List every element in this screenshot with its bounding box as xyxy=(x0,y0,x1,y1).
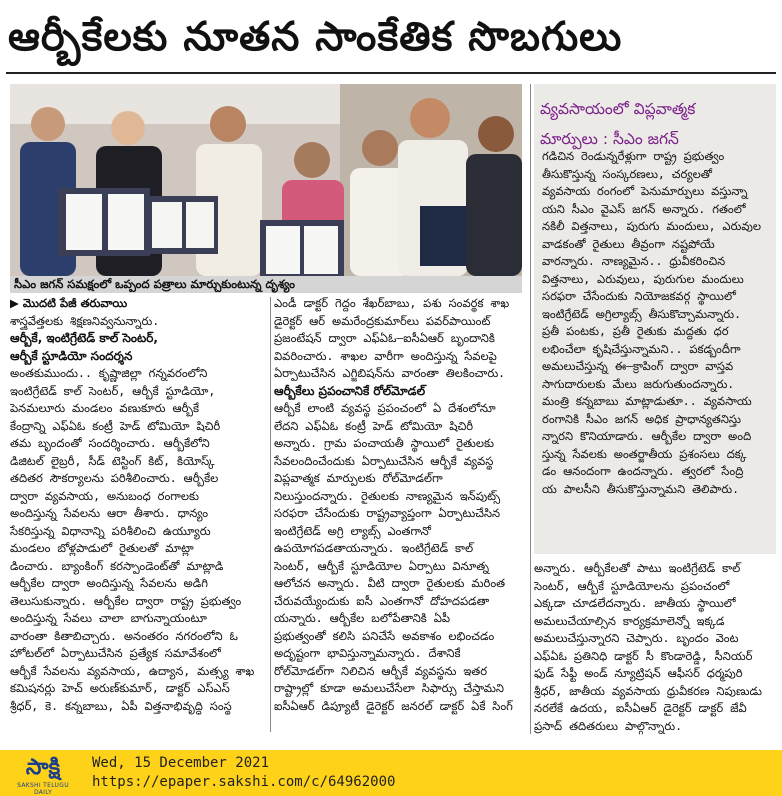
subheading: ఆర్బీకే స్టూడియో సందర్శన xyxy=(10,348,133,363)
text-line: యని సీఎం వైఎస్ జగన్ అన్నారు. గతంలో xyxy=(542,201,746,216)
text-line: అందిస్తున్న సేవలు చాలా బాగున్నాయంటూ xyxy=(10,611,207,625)
text-line: సేకరిస్తున్న విధానాన్ని పరిశీలించి ఉయ్యూరు xyxy=(10,523,211,538)
text-line: శ్రీధర్, జాతీయ వ్యవసాయ ధ్రువీకరణ నిపుణుడు xyxy=(534,683,762,698)
article-column-1 xyxy=(10,295,268,735)
text-line: న్నారని కొనియాడారు. ఆర్బీకేల ద్వారా అంది xyxy=(542,429,752,443)
text-line: ఏర్పాటుచేసిన ఎగ్జిబిషన్‌ను వారంతా తిలకించారు. xyxy=(274,366,506,380)
text-line: సెంటర్, ఆర్బీకే స్టూడియోలను ప్రపంచంలో xyxy=(534,578,730,593)
text-line: నకిలీ విత్తనాలు, పురుగు మందులు, ఎరువుల xyxy=(542,219,762,233)
text-line: కేంద్రాన్ని ఎఫ్ఏఓ కంట్రీ హెడ్ టోమియో షిచిరీ xyxy=(10,418,221,433)
text-line: ప్రభుత్వంతో కలిసి పనిచేసే అవకాశం లభించడం xyxy=(274,628,495,643)
text-line: డించారు. బ్యాంకింగ్ కరస్పాండెంట్‌తో మాట్లాడి xyxy=(10,558,224,573)
text-line: వారన్నారు. నాణ్యమైన.. ధ్రువీకరించిన xyxy=(542,254,726,268)
text-line: ఆర్బీకే సేవలను వ్యవసాయ, ఉద్యాన, మత్స్య శాఖ xyxy=(10,663,255,678)
text-line: ప్రజంటేషన్ ద్వారా ఎఫ్ఏఓ–ఐసీఏఆర్ బృందానికి xyxy=(274,331,495,345)
text-line: నరలేకే ఉదయ, ఐసీఏఆర్ డైరెక్టర్ డాక్టర్ జేవీ xyxy=(534,701,747,715)
headline: ఆర్బీకేలకు నూతన సాంకేతిక సొబగులు xyxy=(8,14,623,60)
text-line: సేవలందించేందుకు ఏర్పాటుచేసిన ఆర్బీకే వ్యవస్థ xyxy=(274,453,494,468)
text-line: అదృష్టంగా భావిస్తున్నామన్నారు. దేశానికే xyxy=(274,646,461,660)
epaper-link[interactable]: https://epaper.sakshi.com/c/64962000 xyxy=(92,774,396,790)
text-line: వ్యవసాయ రంగంలో పెనుమార్పులు వస్తున్నా xyxy=(542,184,748,198)
text-line: ఫుడ్ సేఫ్టీ అండ్ న్యూట్రిషన్ ఆఫీసర్ ధర్మపురి xyxy=(534,666,743,680)
text-line: ఇంటిగ్రేటెడ్ అగ్రి ల్యాబ్స్ ఎంతగానో xyxy=(274,523,431,538)
photo-caption: సీఎం జగన్‌ సమక్షంలో ఒప్పంద పత్రాలు మార్చుకుంటున్న దృశ్యం xyxy=(10,276,522,293)
text-line: యన్నారు. ఆర్బీకేల బలోపేతానికి ఏపీ xyxy=(274,611,451,625)
sakshi-logo xyxy=(10,754,76,796)
footer-bar xyxy=(0,750,782,796)
text-line: అంతకుముందు.. కృష్ణాజిల్లా గన్నవరంలోని xyxy=(10,366,208,380)
text-line: మంత్రి కన్నబాబు మాట్లాడుతూ.. వ్యవసాయ xyxy=(542,394,752,408)
text-line: అమలుచేస్తున్న ఈ–క్రాపింగ్ ద్వారా వాస్తవ xyxy=(542,359,734,373)
text-line: పెనమలూరు మండలం వణుకూరు ఆర్బీకే xyxy=(10,401,199,415)
text-line: గడిచిన రెండున్నరేళ్లుగా రాష్ట్ర ప్రభుత్వం xyxy=(542,149,725,163)
text-line: ఆర్బీకేల ద్వారా అందిస్తున్న సేవలను అడిగి xyxy=(10,576,208,590)
sidebar-heading-line: మార్పులు : సీఎం జగన్ xyxy=(540,130,679,148)
text-line: అమలుచేయాల్సిన కార్యక్రమాలెన్నో ఇక్కడ xyxy=(534,613,725,628)
text-line: ఇంటిగ్రేటెడ్ కాల్ సెంటర్, ఆర్బీకే స్టూడియో, xyxy=(10,383,216,398)
text-line: డం ఆనందంగా ఉందన్నారు. త్వరలో సేంద్రి xyxy=(542,464,744,478)
text-line: ఆర్బీకే లాంటి వ్యవస్థ ప్రపంచంలో ఏ దేశంలోనూ xyxy=(274,401,496,415)
text-line: ఎక్కడా చూడలేదన్నారు. జాతీయ స్థాయిలో xyxy=(534,596,736,610)
text-line: ద్వారా వ్యవసాయ, అనుబంధ రంగాలకు xyxy=(10,488,200,503)
text-line: సరఫరా చేసేందుకు రాష్ట్రవ్యాప్తంగా ఏర్పాటుచేసిన xyxy=(274,506,501,520)
subheading: ఆర్బీకే, ఇంటిగ్రేటెడ్ కాల్ సెంటర్, xyxy=(10,331,158,345)
text-line: వారంతా కితాబిచ్చారు. అనంతరం నగరంలోని ఓ xyxy=(10,628,238,643)
text-line: లేదని ఎఫ్ఏఓ కంట్రీ హెడ్ టోమియో షిచిరీ xyxy=(274,418,474,433)
text-line: రంగానికి సీఎం జగన్ అధిక ప్రాధాన్యతనిస్తు xyxy=(542,411,741,426)
text-line: తీసుకొస్తున్న సంస్కరణలు, చర్యలతో xyxy=(542,166,712,181)
news-photo xyxy=(10,84,522,276)
text-line: ఆలోచన అన్నారు. వీటి ద్వారా రైతులకు మరింత xyxy=(274,576,506,590)
text-line: చేరువయ్యేందుకు ఐసీ ఎంతగానో దోహదపడతా xyxy=(274,593,490,608)
text-line: ఎండీ డాక్టర్ గెద్దం శేఖర్‌బాబు, పశు సంవర్థక శాఖ xyxy=(274,296,510,310)
text-line: సెంటర్, ఆర్బీకే స్టూడియోల ఏర్పాటు వినూత్న xyxy=(274,558,489,573)
text-line: తదితర సౌకర్యాలను పరిశీలించారు. ఆర్బీకేల xyxy=(10,471,219,485)
text-line: అన్నారు. గ్రామ పంచాయతీ స్థాయిలో రైతులకు xyxy=(274,436,495,450)
text-line: రాష్ట్రాల్లో కూడా అమలుచేసేలా సిఫార్సు చేస్తామని xyxy=(274,681,505,695)
text-line: సరఫరా చేసేందుకు నియోజకవర్గ స్థాయిలో xyxy=(542,289,736,303)
continuation-label: ▶ మొదటి పేజీ తరువాయి xyxy=(10,296,128,310)
subheading: ఆర్బీకేలు ప్రపంచానికే రోల్‌మోడల్ xyxy=(274,383,426,398)
text-line: మండలం బోళ్లపాడులో రైతులతో మాట్లా xyxy=(10,541,194,555)
text-line: డిజిటల్ లైబ్రరీ, సీడ్ టెస్టింగ్ కిట్, కియోస్క్ xyxy=(10,453,215,468)
column-divider xyxy=(270,297,271,732)
logo-text: సాక్షి xyxy=(25,755,61,780)
text-line: ప్రతీ పంటకు, ప్రతీ రైతుకు మద్దతు ధర xyxy=(542,324,729,338)
text-line: సాగుదారులకు మేలు జరుగుతుందన్నారు. xyxy=(542,376,735,391)
text-line: అందిస్తున్న సేవలను ఆరా తీశారు. ధాన్యం xyxy=(10,506,209,520)
article-column-2 xyxy=(274,295,524,735)
text-line: వాడకంతో రైతులు తీవ్రంగా నష్టపోయే xyxy=(542,236,715,251)
sidebar-text xyxy=(542,148,772,552)
text-line: అమలుచేస్తున్నారని చెప్పారు. బృందం వెంట xyxy=(534,631,739,645)
text-line: తెలుసుకున్నారు. ఆర్బీకేల ద్వారా రాష్ట్ర ప్రభుత్వం xyxy=(10,593,242,608)
text-line: నిలుస్తుందన్నారు. రైతులకు నాణ్యమైన ఇన్‌పుట్స్ xyxy=(274,488,501,503)
text-line: ఎఫ్ఏఓ ప్రతినిధి డాక్టర్ సీ కొండారెడ్డి, సీనియర్ xyxy=(534,648,753,663)
text-line: రోల్‌మోడల్‌గా నిలిచిన ఆర్బీకే వ్యవస్థను ఇతర xyxy=(274,663,488,678)
sidebar-heading xyxy=(540,94,770,154)
edition-date: Wed, 15 December 2021 xyxy=(92,755,270,771)
logo-subtitle: SAKSHI TELUGU DAILY xyxy=(17,782,69,796)
sidebar-heading-line: వ్యవసాయంలో విప్లవాత్మక xyxy=(540,100,696,118)
text-line: శ్రీధర్, కె. కన్నబాబు, ఏపీ విత్తనాభివృద్ధి సంస్థ xyxy=(10,698,232,713)
text-line: వివరించారు. శాఖల వారీగా అందిస్తున్న సేవలపై xyxy=(274,348,497,363)
text-line: అన్నారు. ఆర్బీకేలతో పాటు ఇంటిగ్రేటెడ్ కాల్ xyxy=(534,561,741,575)
text-line: ఇంటిగ్రేటెడ్ అగ్రిల్యాబ్స్ తీసుకొచ్చామన్నారు. xyxy=(542,306,741,321)
text-line: య పాలసీని తీసుకొస్తున్నామని తెలిపారు. xyxy=(542,481,740,496)
article-column-3 xyxy=(534,560,776,735)
text-line: విప్లవాత్మక మార్పులకు రోల్‌మోడల్‌గా xyxy=(274,471,443,485)
text-line: తమ బృందంతో సందర్శించారు. ఆర్బీకేలోని xyxy=(10,436,210,450)
text-line: హోటల్‌లో ఏర్పాటుచేసిన ప్రత్యేక సమావేశంలో xyxy=(10,646,221,660)
headline-rule xyxy=(6,72,776,74)
column-divider xyxy=(530,84,531,734)
text-line: కమిషనర్లు హెచ్ అరుణ్‌కుమార్, డాక్టర్ ఎస్ఎస్ xyxy=(10,681,230,695)
text-line: ఐసీఏఆర్ డిప్యూటీ డైరెక్టర్ జనరల్ డాక్టర్ ఏకే సింగ్ xyxy=(274,698,513,713)
text-line: విత్తనాలు, ఎరువులు, పురుగుల మందులు xyxy=(542,271,744,286)
text-line: స్తున్న సేవలకు అంతర్జాతీయ ప్రశంసలు దక్క xyxy=(542,446,747,461)
text-line: శాస్త్రవేత్తలకు శిక్షణనివ్వనున్నారు. xyxy=(10,313,160,328)
text-line: డైరెక్టర్ ఆర్ అమరేంద్రకుమార్‌లు పవర్‌పాయింట్ xyxy=(274,313,491,328)
text-line: లభించేలా కృషిచేస్తున్నామని.. పకడ్బందీగా xyxy=(542,341,741,356)
text-line: ప్రసాద్ తదితరులు పాల్గొన్నారు. xyxy=(534,718,683,733)
text-line: ఉపయోగపడతాయన్నారు. ఇంటిగ్రేటెడ్ కాల్ xyxy=(274,541,474,555)
